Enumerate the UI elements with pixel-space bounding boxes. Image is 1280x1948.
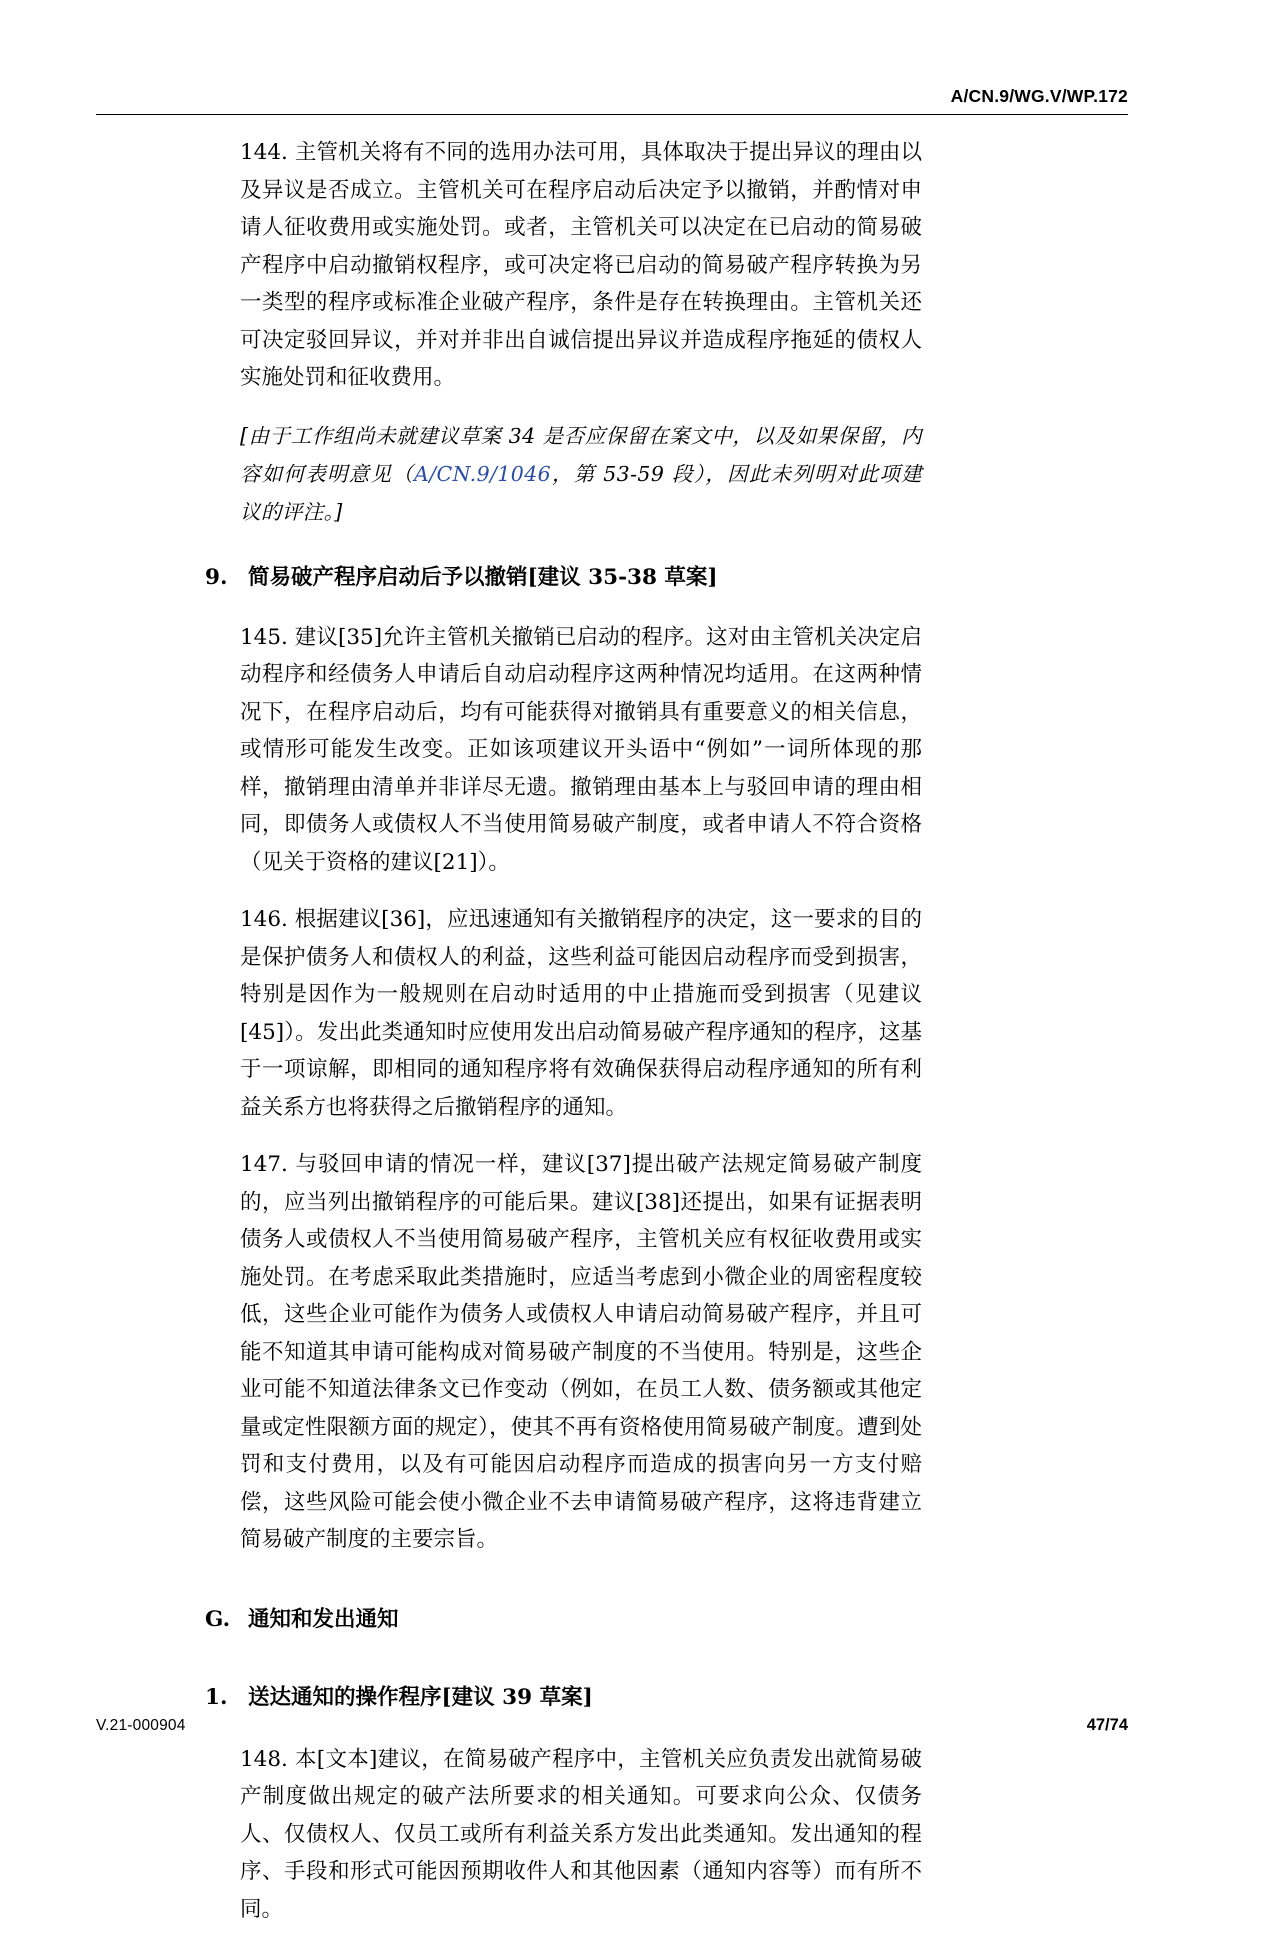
note-prefix: [由于工作组尚未就建议草案 34 是否应保留在案文中，以及如果保留，内容如何表明意见（ bbox=[240, 423, 922, 486]
reference-link[interactable]: A/CN.9/1046 bbox=[414, 461, 552, 486]
paragraph-147: 147. 与驳回申请的情况一样，建议[37]提出破产法规定简易破产制度的，应当列出撤销程序的可能后果。建议[38]还提出，如果有证据表明债务人或债权人不当使用简易破产程序，主管机关应有权征收费用或实施处罚。在考虑采取此类措施时，应适当考虑到小微企业的周密程度较低，这些企业可能作为债务人或债权人申请启动简易破产程序，并且可能不知道其申请可能构成对简易破产制度的不当使用。特别是，这些企业可能不知道法律条文已作变动（例如，在员工人数、债务额或其他定量或定性限额方面的规定），使其不再有资格使用简易破产制度。遭到处罚和支付费用，以及有可能因启动程序而造成的损害向另一方支付赔偿，这些风险可能会使小微企业不去申请简易破产程序，这将违背建立简易破产制度的主要宗旨。 bbox=[240, 1152, 922, 1552]
document-symbol: A/CN.9/WG.V/WP.172 bbox=[950, 86, 1128, 106]
heading-text: 送达通知的操作程序[建议 39 草案] bbox=[248, 1684, 593, 1710]
note-suffix: ，第 53-59 段），因此未列明对此项建议的评注。] bbox=[240, 461, 923, 524]
document-body bbox=[0, 134, 1280, 1948]
heading-number: 9. bbox=[205, 564, 228, 590]
paragraph-146: 146. 根据建议[36]，应迅速通知有关撤销程序的决定，这一要求的目的是保护债务人和债权人的利益，这些利益可能因启动程序而受到损害，特别是因作为一般规则在启动时适用的中止措施而受到损害（见建议[45]）。发出此类通知时应使用发出启动简易破产程序通知的程序，这基于一项谅解，即相同的通知程序将有效确保获得启动程序通知的所有利益关系方也将获得之后撤销程序的通知。 bbox=[240, 907, 922, 1120]
document-id: V.21-000904 bbox=[96, 1717, 186, 1734]
heading-text: 简易破产程序启动后予以撤销[建议 35-38 草案] bbox=[248, 564, 718, 590]
page-footer bbox=[96, 1716, 1128, 1735]
heading-section-9 bbox=[205, 561, 925, 595]
editorial-note bbox=[240, 417, 922, 531]
heading-number: 1. bbox=[205, 1684, 228, 1710]
paragraph-145: 145. 建议[35]允许主管机关撤销已启动的程序。这对由主管机关决定启动程序和经债务人申请后自动启动程序这两种情况均适用。在这两种情况下，在程序启动后，均有可能获得对撤销具有重要意义的相关信息，或情形可能发生改变。正如该项建议开头语中“例如”一词所体现的那样，撤销理由清单并非详尽无遗。撤销理由基本上与驳回申请的理由相同，即债务人或债权人不当使用简易破产制度，或者申请人不符合资格（见关于资格的建议[21]）。 bbox=[240, 624, 922, 875]
heading-section-1 bbox=[205, 1681, 925, 1715]
heading-text: 通知和发出通知 bbox=[248, 1606, 399, 1632]
heading-number: G. bbox=[205, 1606, 231, 1632]
page-number: 47/74 bbox=[1086, 1716, 1128, 1734]
header-divider bbox=[96, 114, 1128, 115]
heading-section-G bbox=[205, 1603, 925, 1637]
paragraph-148: 148. 本[文本]建议，在简易破产程序中，主管机关应负责发出就简易破产制度做出规定的破产法所要求的相关通知。可要求向公众、仅债务人、仅债权人、仅员工或所有利益关系方发出此类通知。发出通知的程序、手段和形式可能因预期收件人和其他因素（通知内容等）而有所不同。 bbox=[240, 1746, 922, 1922]
paragraph-144: 144. 主管机关将有不同的选用办法可用，具体取决于提出异议的理由以及异议是否成立。主管机关可在程序启动后决定予以撤销，并酌情对申请人征收费用或实施处罚。或者，主管机关可以决定在已启动的简易破产程序中启动撤销权程序，或可决定将已启动的简易破产程序转换为另一类型的程序或标准企业破产程序，条件是存在转换理由。主管机关还可决定驳回异议，并对并非出自诚信提出异议并造成程序拖延的债权人实施处罚和征收费用。 bbox=[240, 140, 922, 390]
page-header bbox=[96, 86, 1128, 115]
